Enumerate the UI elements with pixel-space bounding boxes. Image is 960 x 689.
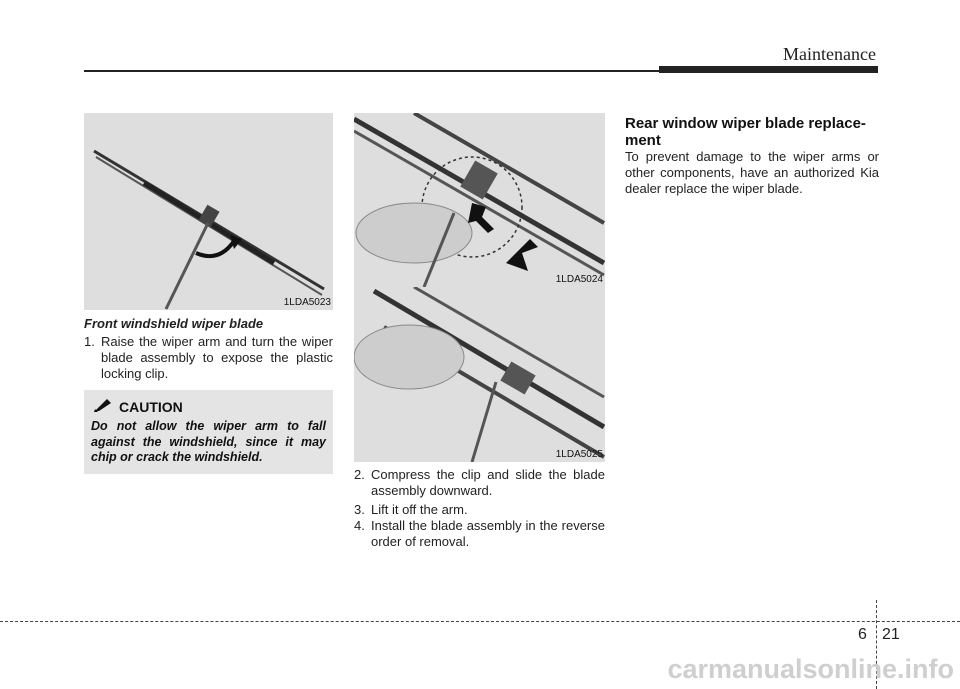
chapter-number: 6 [858,626,867,643]
step-number: 4. [354,518,365,533]
caution-text: Do not allow the wiper arm to fall against the windshield, since it may chip or crack the windshield. [91,419,326,464]
figure-code: 1LDA5024 [555,274,603,285]
watermark: carmanualsonline.info [667,654,954,684]
rear-wiper-body: To prevent damage to the wiper arms or other components, have an authorized Kia dealer replace the wiper blade. [625,149,879,196]
figure-code: 1LDA5025 [555,449,603,460]
figure-code: 1LDA5023 [283,297,331,308]
pencil-icon [93,398,113,417]
figure-compress-clip [354,113,605,287]
page-number: 21 [882,626,900,643]
step-number: 1. [84,334,95,349]
step-text: Compress the clip and slide the blade assembly downward. [371,467,605,498]
step-3 [354,502,605,518]
header-bar [659,66,878,73]
figure-wiper-blade-raised [84,113,333,310]
step-4 [354,518,605,550]
step-text: Raise the wiper arm and turn the wiper blade assembly to expose the plastic locking clip. [101,334,333,381]
step-1 [84,334,333,382]
figure-caption: Front windshield wiper blade [84,316,264,331]
step-text: Lift it off the arm. [371,502,468,517]
rear-wiper-heading: Rear window wiper blade replace-ment [625,115,866,149]
footer-rule [0,621,960,622]
step-number: 2. [354,467,365,482]
step-text: Install the blade assembly in the reverse order of removal. [371,518,605,549]
step-number: 3. [354,502,365,517]
header-rule [84,70,659,72]
step-2 [354,467,605,499]
section-title: Maintenance [783,44,876,64]
caution-title: CAUTION [119,399,183,415]
figure-slide-blade [354,287,605,462]
caution-box [84,390,333,474]
